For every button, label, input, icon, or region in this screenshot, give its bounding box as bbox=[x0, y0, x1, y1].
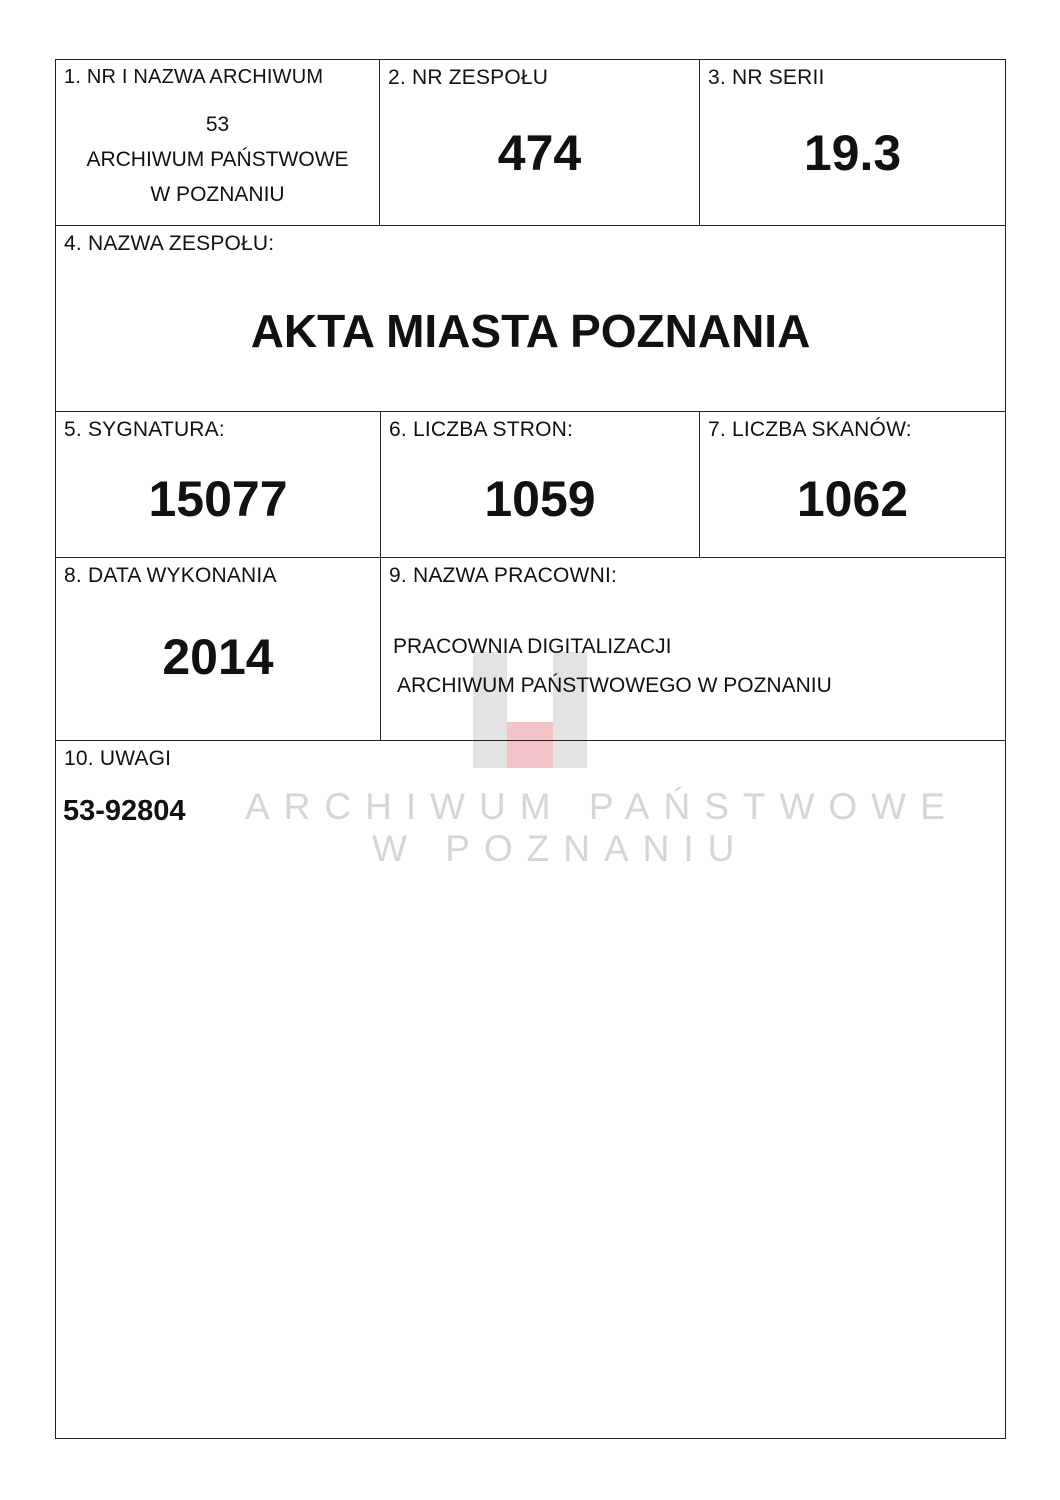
execution-date-value: 2014 bbox=[162, 629, 274, 685]
workshop-label: 9. NAZWA PRACOWNI: bbox=[389, 564, 618, 587]
signature-label: 5. SYGNATURA: bbox=[64, 418, 225, 441]
fonds-number-value: 474 bbox=[497, 125, 582, 181]
scan-count-value: 1062 bbox=[796, 471, 909, 527]
archive-label: 1. NR I NAZWA ARCHIWUM bbox=[64, 66, 324, 88]
workshop-line2: ARCHIWUM PAŃSTWOWEGO W POZNANIU bbox=[397, 674, 832, 697]
page-count-value: 1059 bbox=[484, 471, 596, 527]
page-count-cell bbox=[381, 412, 700, 558]
archive-cell bbox=[56, 60, 380, 226]
archive-name-line1: ARCHIWUM PAŃSTWOWE bbox=[86, 148, 349, 171]
scan-count-cell bbox=[700, 412, 1005, 558]
fonds-name-cell bbox=[56, 226, 1005, 412]
execution-date-label: 8. DATA WYKONANIA bbox=[64, 564, 277, 587]
workshop-cell bbox=[381, 558, 1005, 741]
series-number-cell bbox=[700, 60, 1005, 226]
workshop-line1: PRACOWNIA DIGITALIZACJI bbox=[393, 635, 672, 658]
fonds-number-label: 2. NR ZESPOŁU bbox=[388, 66, 549, 89]
series-number-label: 3. NR SERII bbox=[708, 66, 825, 89]
remarks-label: 10. UWAGI bbox=[64, 747, 172, 770]
remarks-value: 53-92804 bbox=[63, 795, 186, 827]
page-count-label: 6. LICZBA STRON: bbox=[389, 418, 574, 441]
fonds-number-cell bbox=[380, 60, 700, 226]
fonds-name-value: AKTA MIASTA POZNANIA bbox=[250, 305, 811, 357]
signature-cell bbox=[56, 412, 381, 558]
execution-date-cell bbox=[56, 558, 381, 741]
archive-details bbox=[56, 107, 379, 212]
scan-count-label: 7. LICZBA SKANÓW: bbox=[708, 418, 912, 441]
fonds-name-label: 4. NAZWA ZESPOŁU: bbox=[64, 232, 275, 255]
watermark-text-line2: W POZNANIU bbox=[372, 828, 749, 869]
archive-name-line2: W POZNANIU bbox=[150, 183, 285, 206]
metric-card bbox=[55, 59, 1006, 1439]
archive-number: 53 bbox=[205, 113, 230, 136]
series-number-value: 19.3 bbox=[803, 125, 902, 181]
signature-value: 15077 bbox=[148, 471, 288, 527]
watermark-text-line1: ARCHIWUM PAŃSTWOWE bbox=[245, 786, 959, 827]
